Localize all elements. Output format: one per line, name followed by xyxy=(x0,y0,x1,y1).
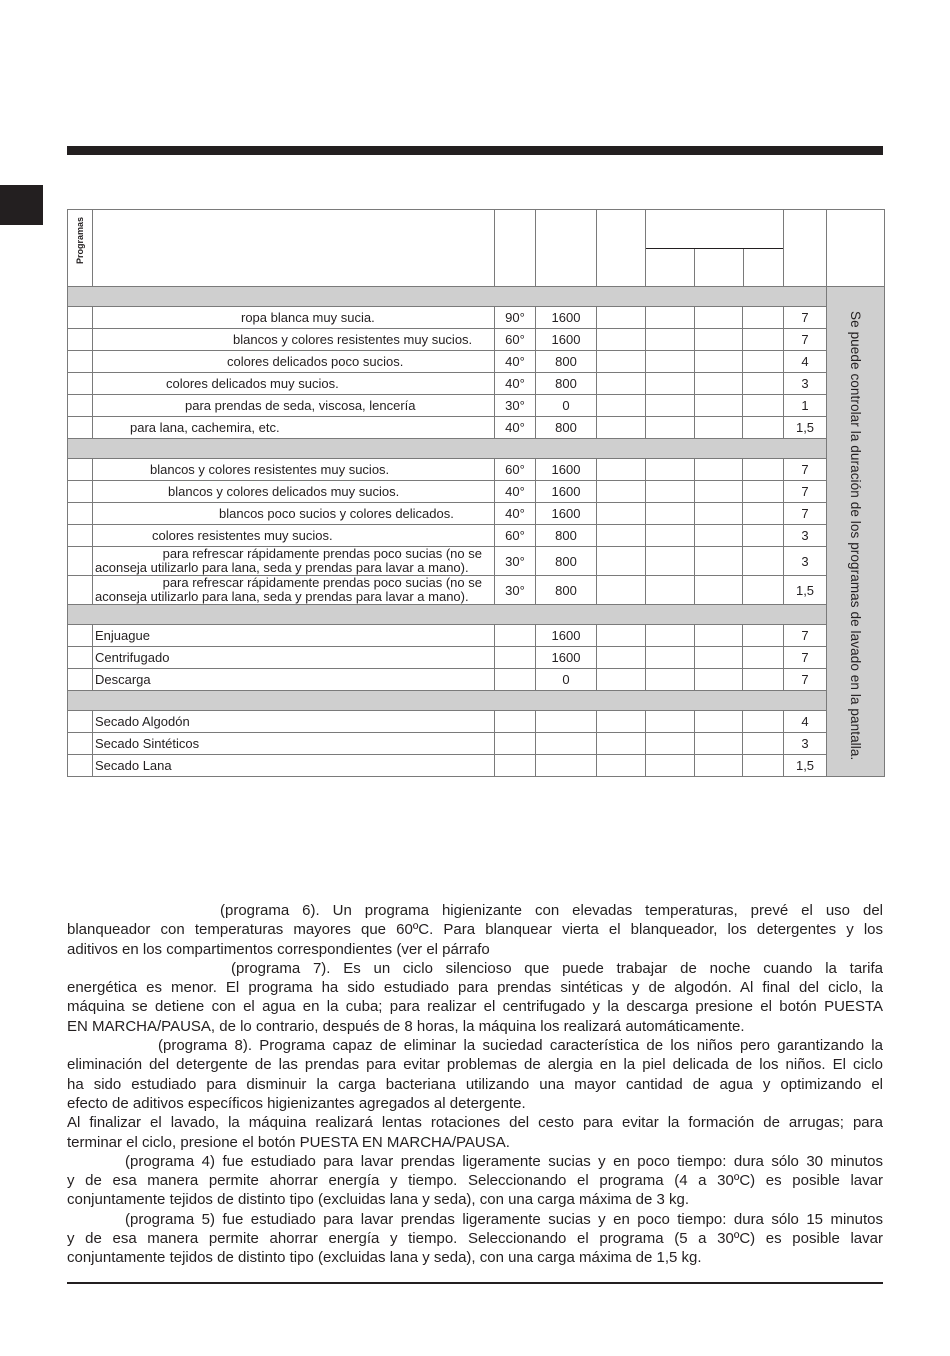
row-description: Secado Lana xyxy=(93,755,495,777)
row-detergent-prewash xyxy=(597,711,646,733)
row-detergent-prewash xyxy=(597,395,646,417)
row-spin-speed: 1600 xyxy=(536,329,597,351)
table-row xyxy=(68,547,885,576)
row-max-load: 3 xyxy=(784,733,827,755)
section-band-cell xyxy=(68,605,827,625)
row-detergent-extra xyxy=(743,395,784,417)
row-detergent-extra xyxy=(743,329,784,351)
row-max-load: 7 xyxy=(784,329,827,351)
paragraph-line: blanqueador con temperaturas mayores que 60ºC. Para blanquear vierta el blanqueador, los detergentes y los xyxy=(67,921,883,939)
row-detergent-prewash xyxy=(597,329,646,351)
side-note-cell xyxy=(827,287,885,777)
program-number-cell xyxy=(68,576,93,605)
paragraph-line: eliminación del detergente de las prendas para evitar problemas de alergia en la piel delicada de los niños. El ciclo xyxy=(67,1056,883,1074)
row-temperature: 60° xyxy=(495,459,536,481)
header-note-cell xyxy=(827,210,885,287)
row-detergent-softener xyxy=(695,669,743,691)
row-description: Descarga xyxy=(93,669,495,691)
row-temperature: 40° xyxy=(495,351,536,373)
row-max-load: 1,5 xyxy=(784,417,827,439)
row-temperature xyxy=(495,755,536,777)
row-detergent-prewash xyxy=(597,373,646,395)
paragraph-line: (programa 7). Es un ciclo silencioso que puede trabajar de noche cuando la tarifa xyxy=(231,959,883,977)
program-paragraph xyxy=(67,1152,883,1210)
row-detergent-softener xyxy=(695,351,743,373)
row-spin-speed xyxy=(536,755,597,777)
paragraph-line: y de esa manera permite ahorrar energía y tiempo. Seleccionando el programa (4 a 30ºC) es posible lavar xyxy=(67,1172,883,1190)
row-detergent-softener xyxy=(695,481,743,503)
row-detergent-wash xyxy=(646,733,695,755)
row-detergent-wash xyxy=(646,481,695,503)
row-detergent-softener xyxy=(695,525,743,547)
row-temperature xyxy=(495,647,536,669)
header-sub-rule xyxy=(646,248,783,249)
row-spin-speed: 1600 xyxy=(536,647,597,669)
row-temperature: 60° xyxy=(495,525,536,547)
row-detergent-extra xyxy=(743,351,784,373)
table-row xyxy=(68,417,885,439)
row-detergent-prewash xyxy=(597,525,646,547)
table-row xyxy=(68,395,885,417)
row-max-load: 7 xyxy=(784,503,827,525)
row-detergent-wash xyxy=(646,669,695,691)
row-max-load: 1,5 xyxy=(784,755,827,777)
row-detergent-softener xyxy=(695,733,743,755)
row-detergent-prewash xyxy=(597,417,646,439)
row-temperature: 40° xyxy=(495,481,536,503)
row-detergent-extra xyxy=(743,625,784,647)
section-band xyxy=(68,439,885,459)
row-max-load: 7 xyxy=(784,625,827,647)
row-detergent-softener xyxy=(695,576,743,605)
header-temperature-cell xyxy=(495,210,536,287)
row-detergent-softener xyxy=(695,417,743,439)
paragraph-line: aditivos en los compartimentos correspondientes (ver el párrafo xyxy=(67,940,490,958)
row-spin-speed: 800 xyxy=(536,547,597,576)
header-description-cell xyxy=(93,210,495,287)
row-detergent-wash xyxy=(646,525,695,547)
row-description-line: para refrescar rápidamente prendas poco sucias (no se xyxy=(162,575,482,590)
row-description-line: para refrescar rápidamente prendas poco sucias (no se xyxy=(162,546,482,561)
row-spin-speed: 800 xyxy=(536,417,597,439)
row-temperature xyxy=(495,669,536,691)
row-max-load: 3 xyxy=(784,547,827,576)
row-spin-speed xyxy=(536,733,597,755)
row-detergent-softener xyxy=(695,329,743,351)
header-detergent-group-cell xyxy=(646,210,784,287)
row-detergent-wash xyxy=(646,647,695,669)
row-detergent-prewash xyxy=(597,625,646,647)
row-detergent-prewash xyxy=(597,647,646,669)
program-number-cell xyxy=(68,307,93,329)
table-row xyxy=(68,525,885,547)
row-spin-speed: 0 xyxy=(536,669,597,691)
program-number-cell xyxy=(68,525,93,547)
row-detergent-prewash xyxy=(597,547,646,576)
row-detergent-wash xyxy=(646,576,695,605)
row-description: Enjuague xyxy=(93,625,495,647)
bottom-rule xyxy=(67,1282,883,1284)
paragraph-line: (programa 4) fue estudiado para lavar prendas ligeramente sucias y en poco tiempo: dura sólo 30 minutos xyxy=(125,1152,883,1170)
row-description: blancos y colores delicados muy sucios. xyxy=(93,481,495,503)
paragraph-line: energética es menor. El programa ha sido estudiado para prendas sintéticas y de algodón. Al final del ciclo, la xyxy=(67,979,883,997)
program-paragraph xyxy=(67,901,883,959)
row-detergent-extra xyxy=(743,755,784,777)
row-detergent-softener xyxy=(695,307,743,329)
row-detergent-wash xyxy=(646,307,695,329)
program-number-cell xyxy=(68,329,93,351)
top-rule xyxy=(67,146,883,155)
row-detergent-softener xyxy=(695,711,743,733)
program-number-cell xyxy=(68,755,93,777)
row-detergent-prewash xyxy=(597,481,646,503)
row-max-load: 7 xyxy=(784,481,827,503)
row-spin-speed: 800 xyxy=(536,373,597,395)
row-temperature: 30° xyxy=(495,547,536,576)
paragraph-line: conjuntamente tejidos de distinto tipo (excluidas lana y seda), con una carga máxima de 1,5 kg. xyxy=(67,1249,702,1267)
row-detergent-extra xyxy=(743,459,784,481)
row-spin-speed: 0 xyxy=(536,395,597,417)
row-detergent-softener xyxy=(695,373,743,395)
program-number-cell xyxy=(68,669,93,691)
header-load-cell xyxy=(784,210,827,287)
row-temperature: 60° xyxy=(495,329,536,351)
row-detergent-wash xyxy=(646,395,695,417)
row-max-load: 3 xyxy=(784,525,827,547)
program-paragraph xyxy=(67,1210,883,1268)
row-max-load: 1 xyxy=(784,395,827,417)
paragraph-line: terminar el ciclo, presione el botón PUESTA EN MARCHA/PAUSA. xyxy=(67,1133,510,1151)
program-number-cell xyxy=(68,503,93,525)
row-max-load: 7 xyxy=(784,459,827,481)
row-temperature xyxy=(495,711,536,733)
row-spin-speed: 1600 xyxy=(536,503,597,525)
table-row xyxy=(68,733,885,755)
row-detergent-extra xyxy=(743,503,784,525)
row-detergent-extra xyxy=(743,576,784,605)
row-spin-speed: 800 xyxy=(536,525,597,547)
row-description-line: aconseja utilizarlo para lana, seda y prendas para lavar a mano). xyxy=(95,589,469,604)
table-row xyxy=(68,755,885,777)
row-detergent-wash xyxy=(646,417,695,439)
row-detergent-extra xyxy=(743,547,784,576)
row-spin-speed xyxy=(536,711,597,733)
row-max-load: 3 xyxy=(784,373,827,395)
section-band-cell xyxy=(68,439,827,459)
row-description: para prendas de seda, viscosa, lencería xyxy=(93,395,495,417)
row-description: colores resistentes muy sucios. xyxy=(93,525,495,547)
row-detergent-softener xyxy=(695,625,743,647)
row-max-load: 7 xyxy=(784,647,827,669)
program-number-cell xyxy=(68,395,93,417)
row-description: Secado Algodón xyxy=(93,711,495,733)
header-sub-divider xyxy=(694,249,695,286)
row-detergent-wash xyxy=(646,547,695,576)
row-detergent-prewash xyxy=(597,503,646,525)
row-detergent-extra xyxy=(743,481,784,503)
table-row xyxy=(68,669,885,691)
row-detergent-softener xyxy=(695,503,743,525)
row-max-load: 7 xyxy=(784,669,827,691)
row-spin-speed: 800 xyxy=(536,351,597,373)
section-band xyxy=(68,605,885,625)
row-detergent-wash xyxy=(646,503,695,525)
table-row xyxy=(68,647,885,669)
table-row xyxy=(68,481,885,503)
row-spin-speed: 800 xyxy=(536,576,597,605)
paragraph-line: EN MARCHA/PAUSA, de lo contrario, después de 8 horas, la máquina los realizará automáticamente. xyxy=(67,1017,745,1035)
row-detergent-prewash xyxy=(597,351,646,373)
program-number-cell xyxy=(68,351,93,373)
row-detergent-softener xyxy=(695,547,743,576)
row-description: ropa blanca muy sucia. xyxy=(93,307,495,329)
row-description: colores delicados muy sucios. xyxy=(93,373,495,395)
row-detergent-prewash xyxy=(597,307,646,329)
row-description: para lana, cachemira, etc. xyxy=(93,417,495,439)
table-row xyxy=(68,307,885,329)
row-detergent-wash xyxy=(646,373,695,395)
table-row xyxy=(68,351,885,373)
row-detergent-wash xyxy=(646,351,695,373)
row-temperature xyxy=(495,733,536,755)
row-detergent-prewash xyxy=(597,755,646,777)
table-row xyxy=(68,373,885,395)
row-detergent-wash xyxy=(646,459,695,481)
row-detergent-softener xyxy=(695,459,743,481)
table-row xyxy=(68,711,885,733)
row-description: colores delicados poco sucios. xyxy=(93,351,495,373)
program-number-cell xyxy=(68,625,93,647)
paragraph-line: Al finalizar el lavado, la máquina realizará lentas rotaciones del cesto para evitar la formación de arrugas; para xyxy=(67,1114,883,1132)
row-max-load: 1,5 xyxy=(784,576,827,605)
row-detergent-prewash xyxy=(597,576,646,605)
row-temperature: 30° xyxy=(495,576,536,605)
row-description xyxy=(93,547,495,576)
row-detergent-extra xyxy=(743,525,784,547)
program-number-cell xyxy=(68,417,93,439)
row-description: Secado Sintéticos xyxy=(93,733,495,755)
section-band-cell xyxy=(68,691,827,711)
row-detergent-softener xyxy=(695,395,743,417)
table-row xyxy=(68,625,885,647)
row-detergent-softener xyxy=(695,755,743,777)
row-detergent-softener xyxy=(695,647,743,669)
paragraph-line: (programa 5) fue estudiado para lavar prendas ligeramente sucias y en poco tiempo: dura sólo 15 minutos xyxy=(125,1210,883,1228)
paragraph-line: y de esa manera permite ahorrar energía y tiempo. Seleccionando el programa (5 a 30ºC) es posible lavar xyxy=(67,1230,883,1248)
paragraph-line: conjuntamente tejidos de distinto tipo (excluidas lana y seda), con una carga máxima de 3 kg. xyxy=(67,1191,690,1209)
row-max-load: 4 xyxy=(784,351,827,373)
row-spin-speed: 1600 xyxy=(536,459,597,481)
program-descriptions xyxy=(67,901,883,1268)
row-spin-speed: 1600 xyxy=(536,481,597,503)
table-row xyxy=(68,576,885,605)
program-number-cell xyxy=(68,647,93,669)
header-spin-cell xyxy=(536,210,597,287)
row-description: blancos y colores resistentes muy sucios. xyxy=(93,459,495,481)
program-number-cell xyxy=(68,481,93,503)
row-temperature: 30° xyxy=(495,395,536,417)
row-detergent-extra xyxy=(743,373,784,395)
program-number-cell xyxy=(68,459,93,481)
program-number-cell xyxy=(68,547,93,576)
row-detergent-extra xyxy=(743,307,784,329)
table-row xyxy=(68,329,885,351)
row-detergent-extra xyxy=(743,733,784,755)
program-number-cell xyxy=(68,711,93,733)
row-detergent-extra xyxy=(743,669,784,691)
paragraph-line: ha sido estudiado para disminuir la carga bacteriana utilizando una mayor cantidad de agua y optimizando el xyxy=(67,1075,883,1093)
program-paragraph xyxy=(67,1036,883,1152)
row-temperature: 90° xyxy=(495,307,536,329)
header-detergent-cell xyxy=(597,210,646,287)
row-temperature: 40° xyxy=(495,503,536,525)
table-row xyxy=(68,459,885,481)
language-tab xyxy=(0,185,43,225)
row-spin-speed: 1600 xyxy=(536,307,597,329)
header-programs-cell xyxy=(68,210,93,287)
paragraph-line: (programa 6). Un programa higienizante con elevadas temperaturas, prevé el uso del xyxy=(220,902,883,919)
header-programs-label: Programas xyxy=(75,217,85,265)
section-band-cell xyxy=(68,287,827,307)
row-temperature: 40° xyxy=(495,373,536,395)
row-description: blancos poco sucios y colores delicados. xyxy=(93,503,495,525)
row-detergent-prewash xyxy=(597,459,646,481)
table-row xyxy=(68,503,885,525)
row-detergent-extra xyxy=(743,417,784,439)
row-description: blancos y colores resistentes muy sucios. xyxy=(93,329,495,351)
program-paragraph xyxy=(67,959,883,1036)
paragraph-line: efecto de aditivos específicos higienizantes agregados al detergente. xyxy=(67,1094,526,1112)
program-number-cell xyxy=(68,373,93,395)
header-sub-divider xyxy=(743,249,744,286)
section-band xyxy=(68,287,885,307)
row-temperature xyxy=(495,625,536,647)
program-number-cell xyxy=(68,733,93,755)
paragraph-line: (programa 8). Programa capaz de eliminar la suciedad característica de los niños pero garantizando la xyxy=(158,1037,883,1055)
row-detergent-wash xyxy=(646,711,695,733)
side-note-text: Se puede controlar la duración de los programas de lavado en la pantalla. xyxy=(848,310,864,761)
row-spin-speed: 1600 xyxy=(536,625,597,647)
paragraph-line: máquina se detiene con el agua en la cuba; para realizar el centrifugado y la descarga presione el botón PUESTA xyxy=(67,998,883,1016)
row-description: Centrifugado xyxy=(93,647,495,669)
section-band xyxy=(68,691,885,711)
programs-table xyxy=(67,209,885,777)
row-temperature: 40° xyxy=(495,417,536,439)
row-detergent-prewash xyxy=(597,669,646,691)
row-detergent-extra xyxy=(743,711,784,733)
row-detergent-extra xyxy=(743,647,784,669)
row-detergent-wash xyxy=(646,625,695,647)
row-max-load: 4 xyxy=(784,711,827,733)
row-detergent-prewash xyxy=(597,733,646,755)
row-max-load: 7 xyxy=(784,307,827,329)
row-detergent-wash xyxy=(646,329,695,351)
table-header-row xyxy=(68,210,885,287)
row-description-line: aconseja utilizarlo para lana, seda y prendas para lavar a mano). xyxy=(95,560,469,575)
row-description xyxy=(93,576,495,605)
row-detergent-wash xyxy=(646,755,695,777)
